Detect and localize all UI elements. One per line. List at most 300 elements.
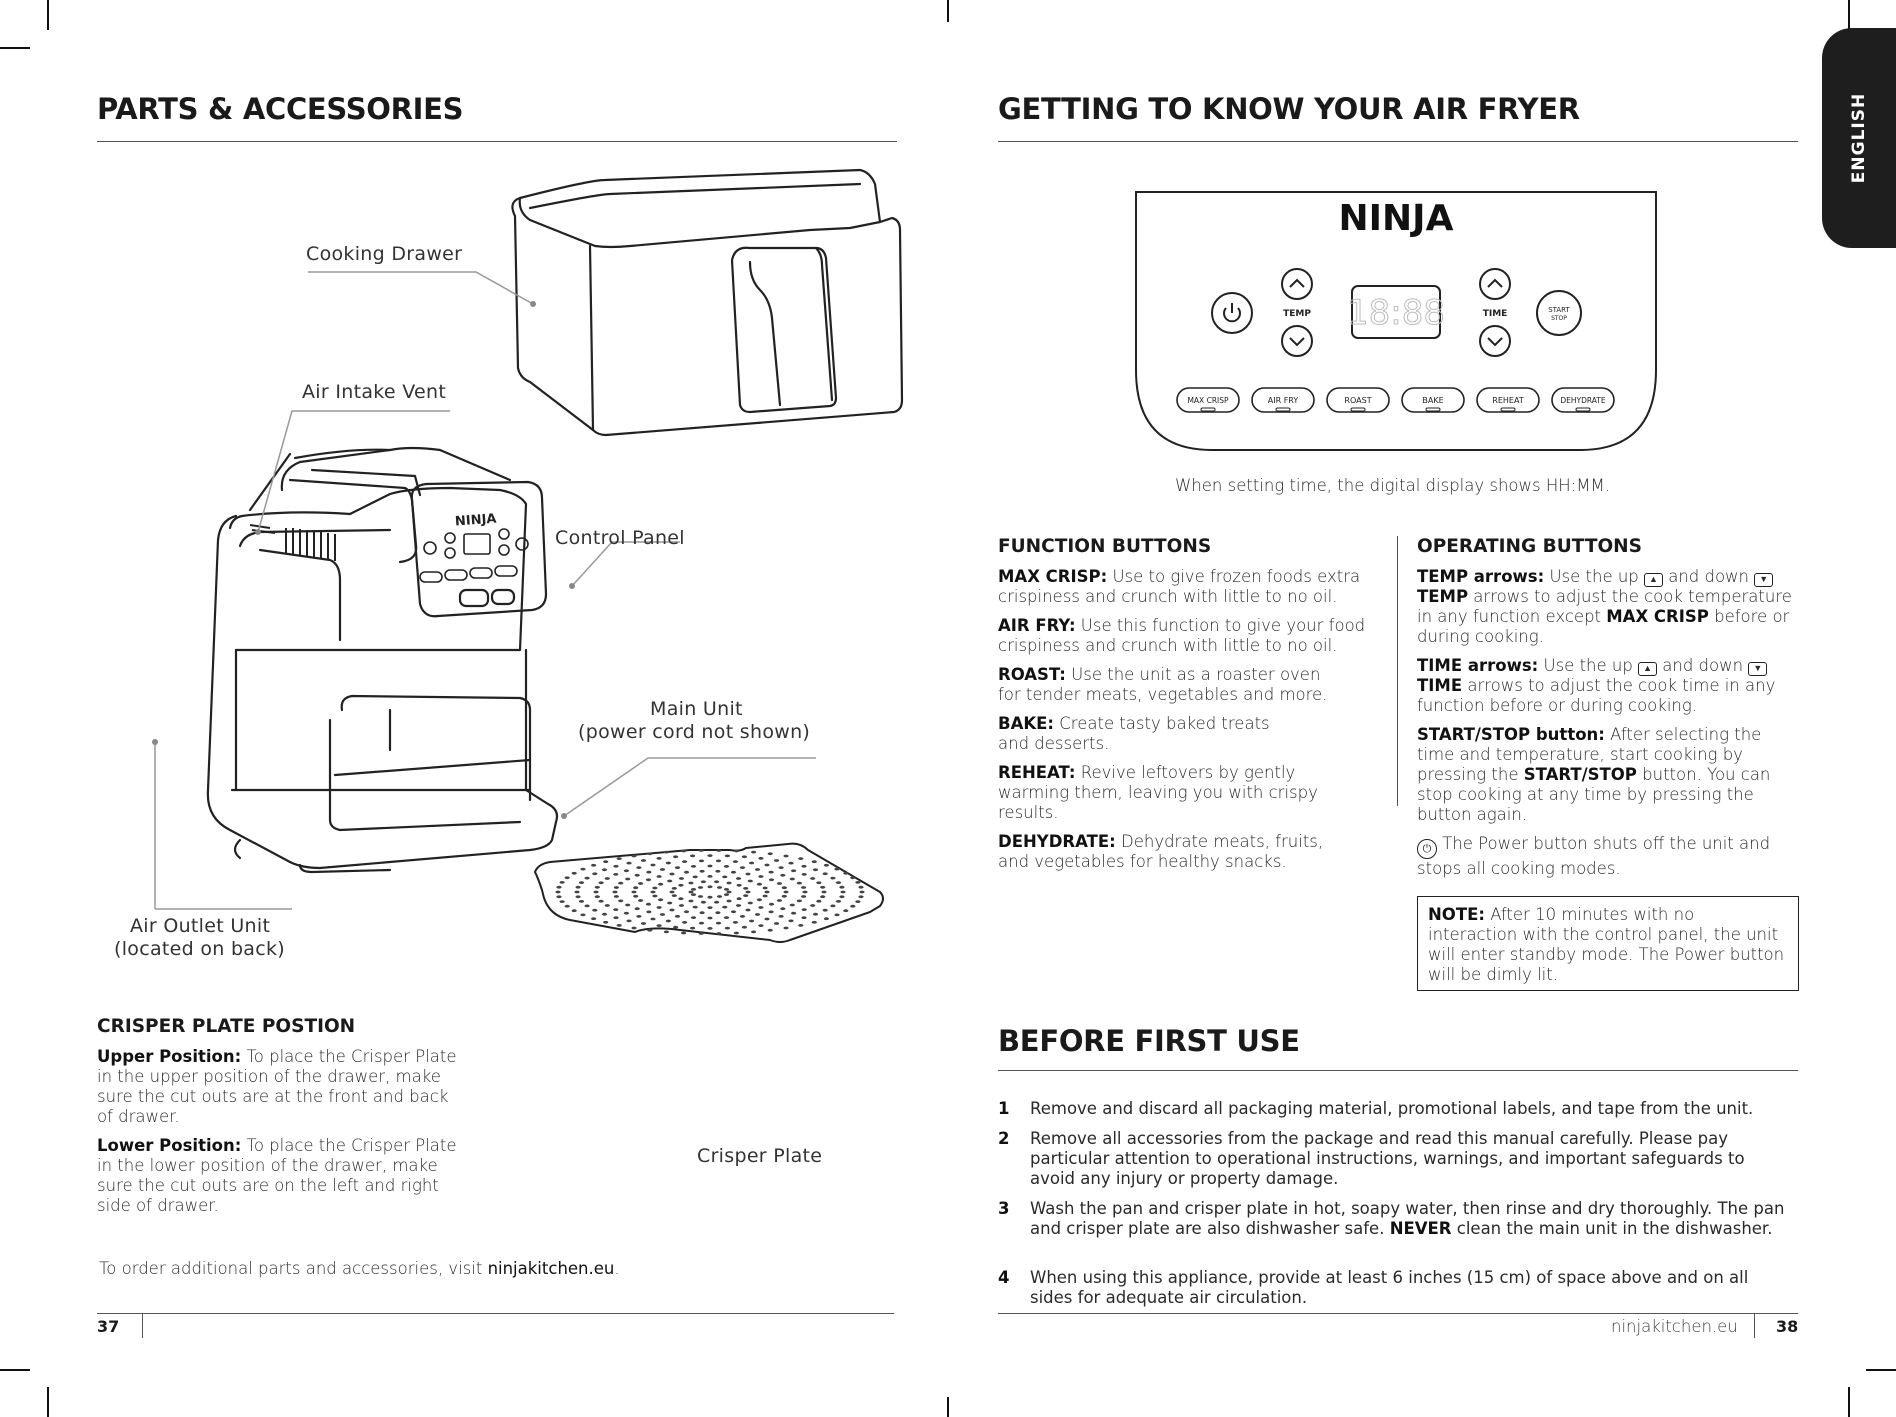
order-text-body: To order additional parts and accessories, visit (99, 1259, 483, 1278)
crisper-hole (743, 887, 748, 890)
crisper-hole (758, 924, 763, 927)
crisper-hole (716, 932, 721, 935)
crisper-hole (617, 924, 622, 927)
panel-start-label: START (1548, 306, 1570, 314)
crisper-hole (751, 931, 756, 934)
crisper-hole (585, 905, 590, 908)
crisper-hole (801, 916, 806, 919)
crisper-hole (701, 901, 706, 904)
crisper-hole (755, 913, 760, 916)
step-number: 3 (998, 1199, 1010, 1218)
air-fryer-illustration (90, 150, 910, 970)
crisper-hole (638, 899, 643, 902)
crisper-hole (758, 857, 763, 860)
crisper-hole (707, 917, 712, 920)
crisper-hole (631, 927, 636, 930)
crisper-hole (636, 866, 641, 869)
crisper-hole (836, 900, 841, 903)
title-rule-left (97, 141, 897, 142)
panel-display: 18:88 (1347, 293, 1445, 333)
crisper-hole (673, 926, 678, 929)
crisper-hole (688, 891, 693, 894)
crisper-hole (690, 927, 695, 930)
crisper-hole (650, 864, 655, 867)
crisper-hole (802, 873, 807, 876)
footer-rule-right (998, 1313, 1798, 1314)
crisper-hole (843, 872, 848, 875)
before-rule (998, 1070, 1798, 1071)
crisper-hole (613, 865, 618, 868)
crisper-hole (602, 868, 607, 871)
crisper-hole (693, 876, 698, 879)
crisper-hole (625, 878, 630, 881)
crisper-hole (791, 869, 796, 872)
op-text: arrows to adjust the cook temperature in any function except (1417, 587, 1792, 626)
crisper-hole (830, 877, 835, 880)
crisper-hole (749, 920, 754, 923)
crisper-hole (652, 895, 657, 898)
crisper-hole (780, 907, 785, 910)
crisper-hole (707, 906, 712, 909)
crisper-hole (658, 898, 663, 901)
crisper-hole (660, 868, 665, 871)
fn-label: REHEAT: (998, 763, 1076, 782)
crisper-hole (684, 871, 689, 874)
crisper-hole (726, 891, 731, 894)
crisper-hole (783, 891, 788, 894)
function-button-label: DEHYDRATE (1560, 396, 1606, 405)
crisper-hole (782, 895, 787, 898)
fn-text: Revive leftovers by gently warming them, leaving you with crispy results. (998, 763, 1318, 822)
crisper-hole (688, 882, 693, 885)
crisper-hole (810, 877, 815, 880)
function-button-label: MAX CRISP (1187, 396, 1229, 405)
crisper-hole (717, 895, 722, 898)
crisper-hole (843, 909, 848, 912)
crisper-hole (748, 880, 753, 883)
crisper-hole (858, 895, 863, 898)
crisper-hole (693, 906, 698, 909)
crisper-hole (580, 868, 585, 871)
crop-mark (947, 1397, 949, 1417)
crisper-hole (678, 897, 683, 900)
crisper-hole (714, 880, 719, 883)
before-first-use-title: BEFORE FIRST USE (998, 1024, 1300, 1058)
op-text: Use the up (1549, 567, 1639, 586)
crisper-hole (673, 855, 678, 858)
crisper-hole (669, 873, 674, 876)
crisper-hole (714, 901, 719, 904)
crisper-hole (565, 905, 570, 908)
crisper-hole (556, 895, 561, 898)
crisper-hole (724, 893, 729, 896)
upper-position-label: Upper Position: (97, 1047, 242, 1066)
crisper-hole (743, 894, 748, 897)
crisper-hole (626, 862, 631, 865)
title-rule-right (998, 141, 1798, 142)
crisper-hole (657, 857, 662, 860)
crop-mark (947, 0, 949, 22)
crisper-hole (585, 877, 590, 880)
crisper-hole (580, 914, 585, 917)
panel-logo: NINJA (1338, 198, 1454, 239)
crisper-hole (618, 882, 623, 885)
crisper-hole (690, 855, 695, 858)
crisper-hole (572, 872, 577, 875)
crisper-hole (745, 909, 750, 912)
crisper-hole (802, 908, 807, 911)
display-caption: When setting time, the digital display shows HH:MM. (1175, 476, 1610, 495)
crisper-hole (699, 932, 704, 935)
crisper-hole (737, 884, 742, 887)
operating-section (1417, 536, 1799, 888)
crisper-hole (791, 912, 796, 915)
label-crisper-plate: Crisper Plate (697, 1145, 823, 1167)
crisper-hole (672, 887, 677, 890)
crisper-hole (707, 875, 712, 878)
crisper-hole (691, 865, 696, 868)
crisper-hole (669, 891, 674, 894)
panel-stop-label: STOP (1551, 315, 1567, 322)
function-indicator (1201, 408, 1215, 411)
language-tab-label: ENGLISH (1849, 92, 1869, 184)
label-main-unit-note: (power cord not shown) (578, 721, 811, 743)
crisper-hole (742, 926, 747, 929)
crisper-hole (764, 918, 769, 921)
crisper-hole (726, 900, 731, 903)
crisper-hole (777, 882, 782, 885)
crisper-hole (731, 910, 736, 913)
label-air-intake-vent: Air Intake Vent (302, 381, 447, 403)
order-end: . (614, 1259, 620, 1278)
crisper-hole (657, 924, 662, 927)
crisper-hole (736, 877, 741, 880)
crisper-hole (716, 849, 721, 852)
order-text (99, 1259, 620, 1278)
power-icon: ⏻ (1417, 839, 1437, 859)
crisper-hole (658, 883, 663, 886)
crisper-hole (769, 878, 774, 881)
crisper-hole (646, 871, 651, 874)
crisper-hole (769, 903, 774, 906)
step-number: 1 (998, 1099, 1010, 1118)
up-arrow-icon: ▲ (1638, 662, 1657, 676)
crisper-hole (700, 870, 705, 873)
crisper-hole (782, 886, 787, 889)
label-main-unit: Main Unit (650, 698, 743, 720)
crisper-hole (572, 909, 577, 912)
crisper-hole (757, 883, 762, 886)
crisper-hole (602, 913, 607, 916)
crisper-hole (652, 887, 657, 890)
crisper-hole (626, 920, 631, 923)
crisper-hole (748, 902, 753, 905)
crisper-hole (731, 871, 736, 874)
function-button-label: BAKE (1422, 396, 1444, 405)
crisper-hole (830, 905, 835, 908)
crisper-hole (681, 850, 686, 853)
crisper-hole (555, 891, 560, 894)
main-unit (208, 448, 557, 872)
step-text: When using this appliance, provide at least 6 inches (15 cm) of space above and on all sides for adequate air circulation. (1030, 1268, 1749, 1307)
crisper-hole (763, 887, 768, 890)
op-text: arrows to adjust the cook time in any function before or during cooking. (1417, 676, 1776, 715)
temp-up-icon (1290, 280, 1304, 287)
crisper-hole (707, 865, 712, 868)
crisper-hole (855, 900, 860, 903)
crisper-hole (667, 880, 672, 883)
column-divider (1397, 536, 1398, 806)
fn-label: ROAST: (998, 665, 1066, 684)
crisper-hole (633, 886, 638, 889)
crisper-hole (777, 899, 782, 902)
crisper-hole (579, 881, 584, 884)
crisper-hole (635, 907, 640, 910)
crisper-hole (698, 886, 703, 889)
crisper-hole (810, 904, 815, 907)
crisper-hole (724, 916, 729, 919)
step-text: Wash the pan and crisper plate in hot, soapy water, then rinse and dry thoroughly. The pan and crisper plate are also dishwasher safe. (1030, 1199, 1785, 1238)
crisper-hole (599, 900, 604, 903)
crisper-hole (650, 918, 655, 921)
op-bold: MAX CRISP (1606, 607, 1709, 626)
crisper-hole (699, 860, 704, 863)
crisper-hole (769, 911, 774, 914)
crisper-hole (618, 900, 623, 903)
crisper-hole (613, 916, 618, 919)
crisper-hole (859, 891, 864, 894)
crisper-hole (715, 870, 720, 873)
crisper-hole (722, 906, 727, 909)
footer-divider-left (142, 1314, 143, 1338)
crisper-hole (780, 874, 785, 877)
crisper-hole (591, 917, 596, 920)
function-indicator (1501, 408, 1515, 411)
crisper-hole (764, 864, 769, 867)
step-text: Remove and discard all packaging material, promotional labels, and tape from the unit. (1030, 1099, 1754, 1118)
crisper-hole (633, 895, 638, 898)
crisper-hole (560, 900, 565, 903)
crisper-hole (755, 868, 760, 871)
crisper-hole (716, 860, 721, 863)
crisper-hole (592, 909, 597, 912)
op-text: and down (1662, 656, 1744, 675)
crisper-hole (595, 895, 600, 898)
function-indicator (1426, 408, 1440, 411)
fn-text: Use this function to give your food crispiness and crunch with little to no oil. (998, 616, 1366, 655)
operating-heading: OPERATING BUTTONS (1417, 536, 1642, 557)
crisper-hole (823, 872, 828, 875)
label-control-panel: Control Panel (555, 527, 685, 549)
crisper-hole (664, 851, 669, 854)
crisper-hole (724, 888, 729, 891)
unit-logo: NINJA (454, 511, 497, 530)
crisper-hole (605, 904, 610, 907)
crisper-hole (801, 865, 806, 868)
crisper-hole (679, 877, 684, 880)
footer-rule-left (97, 1313, 894, 1314)
page-title-left: PARTS & ACCESSORIES (97, 92, 464, 126)
fn-text: Dehydrate meats, fruits, and vegetables for healthy snacks. (998, 832, 1324, 871)
crop-mark (0, 47, 30, 49)
temp-arrows-label: TEMP arrows: (1417, 567, 1545, 586)
note-box (1417, 896, 1799, 991)
crisper-hole (599, 881, 604, 884)
step-text-wrap (1030, 1199, 1790, 1239)
time-arrows-label: TIME arrows: (1417, 656, 1539, 675)
crisper-hole (790, 904, 795, 907)
crisper-hole (699, 849, 704, 852)
crisper-hole (740, 915, 745, 918)
footer-site: ninjakitchen.eu (1611, 1317, 1738, 1336)
crisper-hole (812, 921, 817, 924)
crisper-hole (624, 912, 629, 915)
crop-mark (47, 0, 49, 30)
crisper-section (97, 1016, 467, 1225)
crisper-hole (855, 881, 860, 884)
crisper-hole (691, 888, 696, 891)
crisper-hole (707, 927, 712, 930)
crisper-hole (700, 911, 705, 914)
lower-position-text: To place the Crisper Plate in the lower position of the drawer, make sure the cut outs are on the left and right side of drawer. (97, 1136, 457, 1215)
crisper-hole (758, 906, 763, 909)
crisper-hole (576, 895, 581, 898)
crisper-hole (614, 895, 619, 898)
crisper-hole (816, 881, 821, 884)
crisper-hole (758, 875, 763, 878)
cooking-drawer (512, 170, 902, 435)
crisper-hole (821, 891, 826, 894)
page-number-left: 37 (97, 1317, 120, 1336)
function-heading: FUNCTION BUTTONS (998, 536, 1212, 557)
crisper-hole (635, 874, 640, 877)
time-down-icon (1488, 338, 1502, 345)
crisper-hole (724, 865, 729, 868)
label-air-outlet-note: (located on back) (114, 938, 286, 960)
crisper-hole (636, 915, 641, 918)
panel-time-label: TIME (1482, 309, 1508, 319)
fn-label: DEHYDRATE: (998, 832, 1116, 851)
fn-label: BAKE: (998, 714, 1055, 733)
crisper-hole (560, 881, 565, 884)
crisper-hole (797, 882, 802, 885)
crisper-hole (801, 886, 806, 889)
step-number: 4 (998, 1268, 1010, 1287)
crisper-hole (647, 852, 652, 855)
crisper-hole (834, 914, 839, 917)
crisper-hole (783, 855, 788, 858)
crisper-hole (579, 900, 584, 903)
crisper-hole (707, 854, 712, 857)
crisper-hole (574, 891, 579, 894)
crisper-hole (707, 885, 712, 888)
step-text: clean the main unit in the dishwasher. (1456, 1219, 1773, 1238)
crisper-hole (798, 924, 803, 927)
crisper-hole (679, 904, 684, 907)
op-text: and down (1668, 567, 1750, 586)
crisper-hole (850, 876, 855, 879)
crisper-hole (757, 898, 762, 901)
fn-text: Use to give frozen foods extra crispiness and crunch with little to no oil. (998, 567, 1361, 606)
crisper-hole (631, 855, 636, 858)
down-arrow-icon: ▼ (1754, 573, 1773, 587)
panel-temp-label: TEMP (1283, 309, 1311, 319)
op-bold: START/STOP (1523, 765, 1637, 784)
crisper-hole (592, 872, 597, 875)
crop-mark (1848, 0, 1850, 30)
order-link[interactable]: ninjakitchen.eu (487, 1259, 615, 1278)
crisper-hole (613, 908, 618, 911)
crisper-hole (820, 895, 825, 898)
crisper-hole (631, 891, 636, 894)
crisper-hole (688, 900, 693, 903)
crisper-hole (813, 913, 818, 916)
crisper-hole (716, 922, 721, 925)
crisper-hole (788, 862, 793, 865)
lower-position-label: Lower Position: (97, 1136, 242, 1155)
function-button-label: ROAST (1344, 396, 1372, 405)
label-cooking-drawer: Cooking Drawer (306, 243, 463, 265)
function-indicator (1276, 408, 1290, 411)
crisper-hole (625, 904, 630, 907)
function-indicator (1351, 408, 1365, 411)
crisper-hole (707, 896, 712, 899)
crisper-hole (591, 864, 596, 867)
crop-mark (47, 1387, 49, 1417)
crisper-hole (698, 895, 703, 898)
crisper-hole (774, 922, 779, 925)
function-buttons-row (1177, 388, 1614, 412)
crisper-hole (745, 891, 750, 894)
crisper-hole (722, 876, 727, 879)
op-text: Use the up (1543, 656, 1633, 675)
crisper-hole (682, 860, 687, 863)
crisper-hole (646, 903, 651, 906)
crisper-hole (681, 932, 686, 935)
power-icon (1224, 303, 1240, 321)
crisper-hole (736, 904, 741, 907)
op-text: before or during cooking. (1417, 607, 1790, 646)
fn-text: Create tasty baked treats and desserts. (998, 714, 1270, 753)
crisper-hole (816, 900, 821, 903)
crisper-hole (667, 902, 672, 905)
crisper-hole (641, 859, 646, 862)
time-up-icon (1488, 280, 1502, 287)
crisper-hole (783, 927, 788, 930)
crisper-hole (751, 851, 756, 854)
op-bold: TEMP (1417, 587, 1469, 606)
op-text: button. You can stop cooking at any time by pressing the button again. (1417, 765, 1771, 824)
crisper-hole (749, 862, 754, 865)
crisper-hole (641, 922, 646, 925)
crisper-hole (699, 922, 704, 925)
crisper-hole (684, 910, 689, 913)
crisper-hole (779, 915, 784, 918)
crisper-hole (646, 911, 651, 914)
crisper-hole (603, 860, 608, 863)
crisper-hole (678, 884, 683, 887)
crisper-hole (691, 893, 696, 896)
crisper-hole (788, 920, 793, 923)
crisper-hole (660, 913, 665, 916)
crisper-hole (779, 866, 784, 869)
crisper-hole (646, 878, 651, 881)
crop-mark (1866, 1369, 1896, 1371)
crisper-hole (593, 891, 598, 894)
crisper-hole (797, 900, 802, 903)
crisper-heading: CRISPER PLATE POSTION (97, 1016, 356, 1037)
crisper-hole (605, 877, 610, 880)
